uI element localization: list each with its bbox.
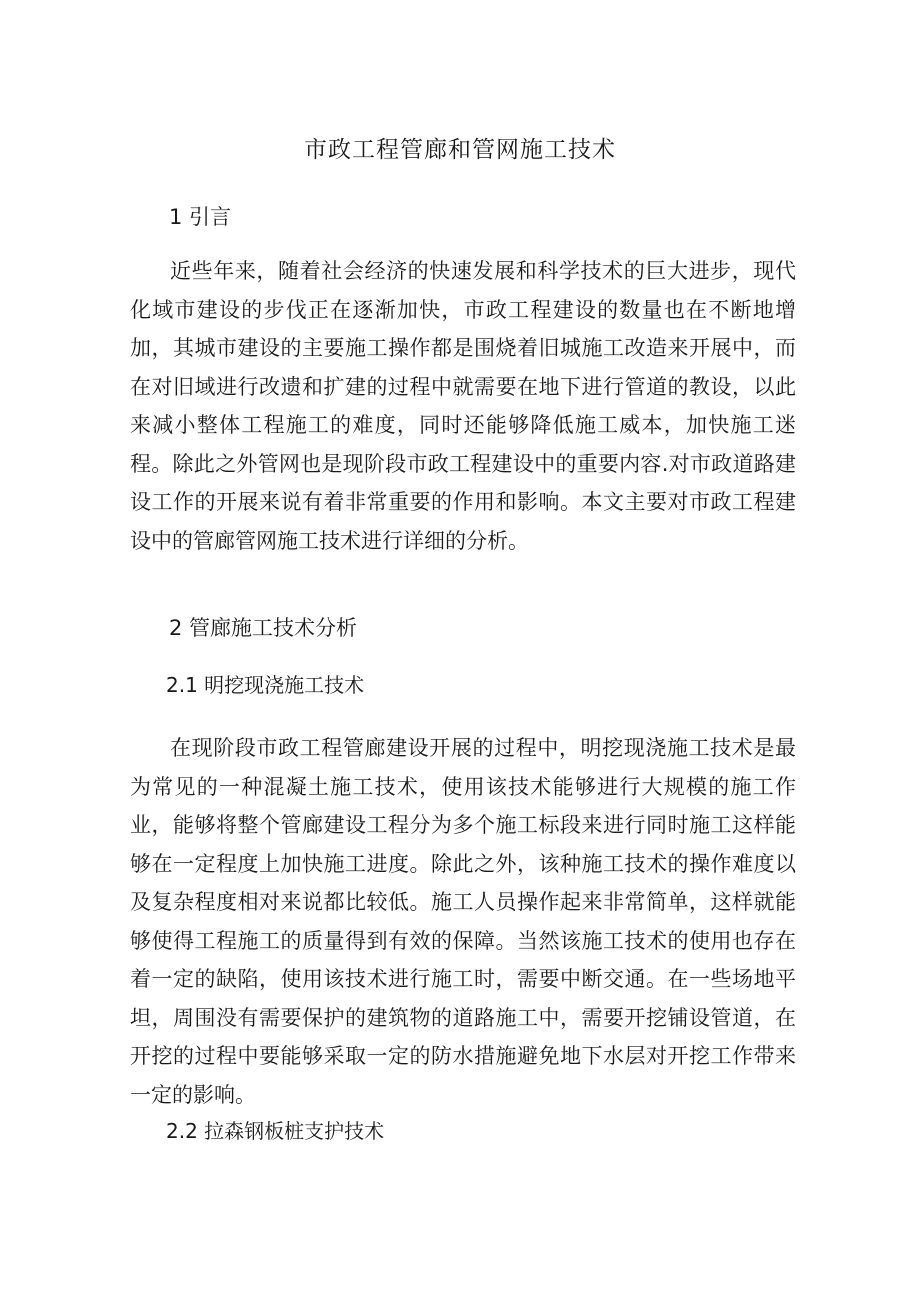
document-title: 市政工程管廊和管网施工技术 [304,137,616,163]
section-heading-pipe-gallery-analysis: 2 管廊施工技术分析 [169,616,358,640]
section-heading-introduction: 1 引言 [169,205,232,229]
subsection-heading-larsen-sheet-pile: 2.2 拉森钢板桩支护技术 [166,1119,385,1143]
subsection-heading-open-cut: 2.1 明挖现浇施工技术 [166,673,365,697]
introduction-paragraph: 近些年来，随着社会经济的快速发展和科学技术的巨大进步，现代化域市建设的步伐正在逐渐加快，市政工程建设的数量也在不断地增加，其城市建设的主要施工操作都是围烧着旧城施工改造来开展中，而在对旧域进行改遗和扩建的过程中就需要在地下进行管道的教设，以此来减小整体工程施工的难度，同时还能够降低施工威本，加快施工迷程。除此之外管网也是现阶段市政工程建设中的重要内容.对市政道路建设工作的开展来说有着非常重要的作用和影响。本文主要对市政工程建设中的管廊管网施工技术进行详细的分析。 [130,259,796,553]
open-cut-paragraph: 在现阶段市政工程管廊建设开展的过程中，明挖现浇施工技术是最为常见的一种混凝土施工技术，使用该技术能够进行大规模的施工作业，能够将整个管廊建设工程分为多个施工标段来进行同时施工这样能够在一定程度上加快施工进度。除此之外，该种施工技术的操作难度以及复杂程度相对来说都比较低。施工人员操作起来非常简单，这样就能够使得工程施工的质量得到有效的保障。当然该施工技术的使用也存在着一定的缺陷，使用该技术进行施工时，需要中断交通。在一些场地平坦，周围没有需要保护的建筑物的道路施工中，需要开挖铺设管道，在开挖的过程中要能够采取一定的防水措施避免地下水层对开挖工作带来一定的影响。 [130,736,796,1107]
